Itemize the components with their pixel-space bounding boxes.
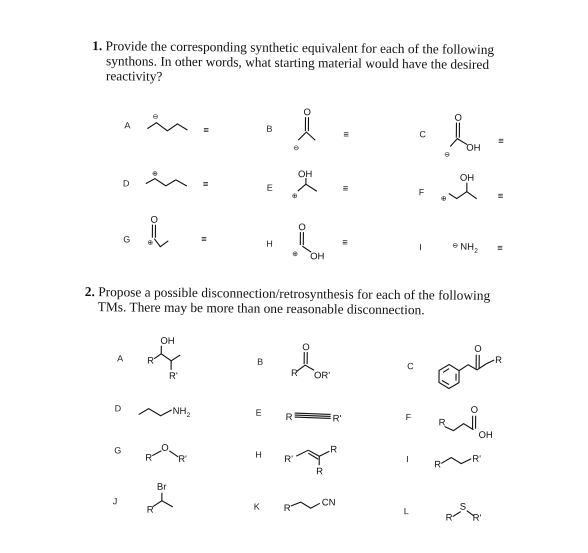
q1-g-structure — [147, 215, 168, 247]
q1-c-equivalent — [498, 136, 504, 147]
svg-text:OH: OH — [478, 430, 492, 441]
q1-label-d: D — [123, 178, 130, 188]
q1-label-e: E — [267, 183, 273, 193]
svg-text:O: O — [304, 107, 311, 118]
svg-text:O: O — [161, 443, 168, 454]
svg-text:R: R — [147, 505, 154, 516]
q2-label-j: J — [113, 496, 118, 506]
svg-text:R: R — [316, 466, 323, 477]
svg-text:R: R — [439, 417, 446, 428]
svg-text:R': R' — [473, 513, 482, 524]
q2-l-structure — [446, 502, 482, 524]
q1-c-structure — [444, 112, 481, 158]
svg-text:2: 2 — [474, 248, 478, 255]
svg-text:R: R — [434, 459, 441, 470]
q2-j-structure — [147, 482, 173, 516]
q1-g-equivalent — [201, 234, 207, 245]
svg-text:⊖: ⊖ — [152, 114, 158, 121]
svg-text:⊖: ⊖ — [444, 151, 450, 158]
q1-i-structure — [452, 242, 478, 255]
svg-text:O: O — [150, 215, 157, 226]
svg-text:⊕: ⊕ — [441, 195, 447, 202]
q1-label-f: F — [419, 187, 425, 197]
svg-text:R: R — [286, 412, 293, 423]
q2-label-f: F — [406, 412, 412, 422]
q2-label-g: G — [114, 445, 121, 455]
svg-text:O: O — [471, 405, 478, 416]
q1-h-structure — [292, 222, 325, 262]
question-2-line2: TMs. There may be more than one reasonable disconnection. — [98, 299, 425, 317]
q1-label-c: C — [419, 129, 426, 139]
q1-e-structure — [292, 169, 317, 200]
svg-text:2: 2 — [187, 412, 191, 419]
q2-label-e: E — [256, 408, 262, 418]
svg-text:≡: ≡ — [203, 179, 209, 190]
svg-text:≡: ≡ — [498, 136, 504, 147]
q1-a-structure — [147, 114, 187, 131]
question-1-line2: synthons. In other words, what starting material would have the desired — [106, 53, 489, 72]
q2-a-structure — [147, 336, 180, 382]
q2-c-structure — [439, 343, 502, 389]
svg-text:CN: CN — [322, 497, 336, 508]
question-1-line3: reactivity? — [106, 68, 163, 84]
svg-text:⊕: ⊕ — [292, 193, 298, 200]
svg-text:R: R — [145, 453, 152, 464]
q2-label-h: H — [255, 450, 262, 460]
q2-f-structure — [438, 404, 493, 441]
q2-label-l: L — [404, 506, 409, 516]
svg-text:R: R — [495, 355, 502, 366]
q1-f-equivalent — [498, 191, 504, 202]
q1-d-structure — [146, 171, 187, 186]
question-1-line1: Provide the corresponding synthetic equivalent for each of the following — [106, 38, 495, 57]
question-2-number: 2. — [85, 284, 95, 299]
svg-text:OH: OH — [466, 143, 480, 154]
svg-text:O: O — [474, 344, 481, 355]
q1-i-equivalent — [497, 243, 503, 254]
svg-text:OR': OR' — [314, 370, 330, 381]
svg-text:OH: OH — [160, 336, 174, 347]
q2-e-structure — [286, 412, 342, 425]
svg-text:O: O — [298, 222, 305, 233]
q1-e-equivalent — [343, 184, 349, 195]
svg-text:≡: ≡ — [343, 130, 349, 141]
q2-d-structure — [139, 406, 191, 419]
svg-text:R: R — [330, 444, 337, 455]
svg-text:Br: Br — [157, 482, 167, 493]
q2-label-b: B — [257, 357, 263, 367]
svg-text:≡: ≡ — [342, 238, 348, 249]
q1-a-equivalent — [203, 125, 209, 136]
svg-text:R': R' — [472, 454, 481, 465]
q2-label-k: K — [254, 502, 260, 512]
q1-label-a: A — [124, 120, 130, 130]
svg-text:R': R' — [178, 454, 187, 465]
q2-i-structure — [434, 453, 481, 470]
svg-text:R': R' — [284, 454, 293, 465]
svg-text:OH: OH — [298, 169, 312, 180]
svg-text:OH: OH — [310, 251, 324, 262]
svg-text:NH: NH — [460, 242, 474, 253]
svg-text:R: R — [291, 368, 298, 379]
svg-text:OH: OH — [460, 173, 474, 184]
svg-text:≡: ≡ — [343, 184, 349, 195]
q2-b-structure — [291, 342, 331, 381]
q1-label-h: H — [266, 239, 273, 249]
q1-label-g: G — [123, 234, 130, 244]
svg-text:O: O — [302, 342, 309, 353]
svg-text:⊕: ⊕ — [152, 171, 158, 178]
q2-h-structure — [284, 444, 337, 478]
svg-text:≡: ≡ — [203, 125, 209, 136]
q2-label-c: C — [407, 361, 414, 371]
q1-label-i: I — [419, 242, 422, 252]
q1-f-structure — [441, 172, 477, 202]
q1-label-b: B — [266, 124, 272, 134]
q1-d-equivalent — [203, 179, 209, 190]
q2-label-a: A — [117, 353, 123, 363]
svg-text:R: R — [446, 513, 453, 524]
svg-text:⊖: ⊖ — [452, 243, 458, 250]
svg-text:≡: ≡ — [201, 234, 207, 245]
svg-text:S: S — [460, 502, 466, 513]
question-1-number: 1. — [92, 38, 102, 53]
svg-text:⊕: ⊕ — [147, 240, 153, 247]
question-2-line1: Propose a possible disconnection/retrosynthesis for each of the following — [98, 284, 490, 303]
q2-g-structure — [145, 443, 187, 465]
q1-h-equivalent — [342, 238, 348, 249]
svg-text:⊖: ⊖ — [293, 145, 299, 152]
svg-text:O: O — [454, 113, 461, 124]
q1-b-structure — [293, 107, 315, 152]
q2-label-d: D — [115, 403, 122, 413]
q2-k-structure — [284, 497, 336, 514]
svg-text:NH: NH — [173, 406, 187, 417]
q2-label-i: I — [406, 454, 409, 464]
svg-text:≡: ≡ — [497, 243, 503, 254]
svg-text:≡: ≡ — [498, 191, 504, 202]
q1-b-equivalent — [343, 130, 349, 141]
svg-text:R: R — [147, 356, 154, 367]
svg-text:⊕: ⊕ — [292, 251, 298, 258]
svg-text:R: R — [284, 503, 291, 514]
svg-text:R': R' — [333, 413, 342, 424]
svg-text:R': R' — [169, 371, 178, 382]
